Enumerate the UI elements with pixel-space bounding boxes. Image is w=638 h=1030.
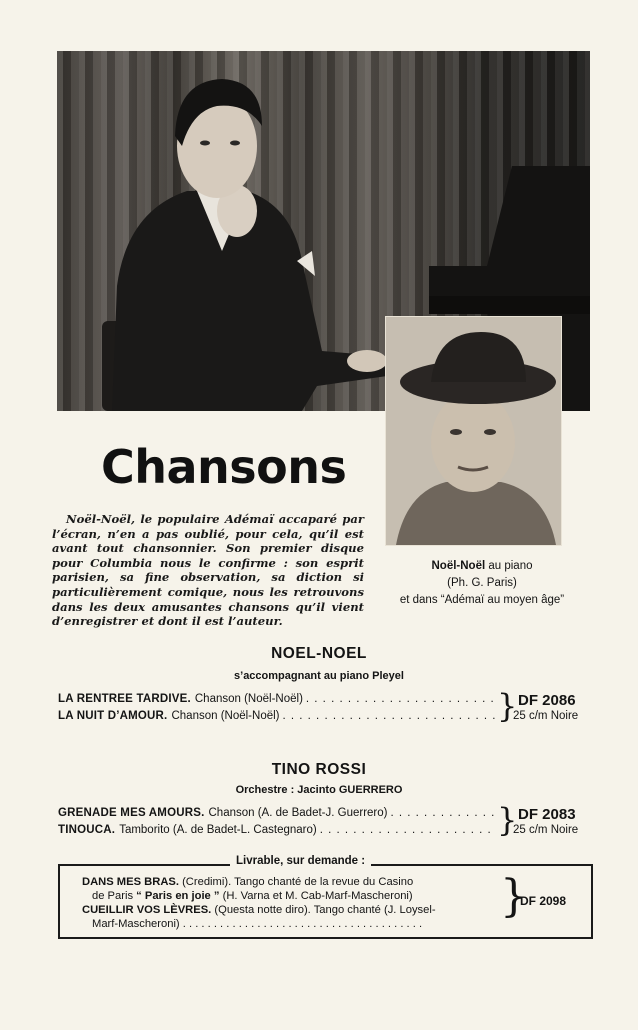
intro-paragraph: Noël-Noël, le populaire Adémaï accaparé par l’écran, n’en a pas oublié, pour cela, qu’il est avant tout chansonnier. Son premier disque pour Columbia nous le confirme : son esprit parisien, sa fine observation, sa diction si particulièrement comique, nous les retrouvons dans les deux amusantes chansons qu’il vient d’enregistrer et dont il est l’auteur. <box>52 512 364 629</box>
track-description: Chanson (Noël-Noël) <box>171 710 280 722</box>
caption-line-2: (Ph. G. Paris) <box>447 577 517 589</box>
caption-name: Noël-Noël <box>431 560 486 572</box>
track-description: Tamborito (A. de Badet-L. Castegnaro) <box>119 824 317 836</box>
box-line <box>82 904 502 916</box>
track-row <box>58 693 496 708</box>
track-row <box>58 710 496 725</box>
on-request-legend: Livrable, sur demande : <box>230 855 371 867</box>
orchestra-line: Orchestre : Jacinto GUERRERO <box>235 784 403 796</box>
artist-tino-rossi: TINO ROSSI <box>271 761 367 778</box>
page-title: Chansons <box>101 440 347 494</box>
record-format: 25 c/m Noire <box>513 710 579 722</box>
box-line-text: Marf-Mascheroni) . . . . . . . . . . . . . . . . . . . . . . . . . . . . . . . . . . . . . . . <box>92 918 423 930</box>
track-title: LA RENTRÉE TARDIVE. <box>58 693 191 705</box>
catalog-number: DF 2098 <box>520 894 567 908</box>
record-format: 25 c/m Noire <box>513 824 579 836</box>
dot-leader <box>283 710 497 722</box>
box-line-bold: DANS MES BRAS. <box>82 876 179 888</box>
track-description: Chanson (A. de Badet-J. Guerrero) <box>208 807 388 819</box>
photo-caption <box>378 558 586 609</box>
box-line-bold: CUEILLIR VOS LÈVRES. <box>82 904 212 916</box>
box-line <box>92 890 512 902</box>
track-description: Chanson (Noël-Noël) <box>194 693 303 705</box>
box-line-text: (H. Varna et M. Cab-Marf-Mascheroni) <box>219 890 413 902</box>
caption-line-1 <box>378 558 586 575</box>
dot-leader <box>306 693 496 705</box>
box-line <box>82 876 502 888</box>
man-in-hat-illustration <box>386 317 561 545</box>
track-title: LA NUIT D’AMOUR. <box>58 710 168 722</box>
track-row <box>58 807 496 822</box>
caption-line-3: et dans “Adémaï au moyen âge” <box>399 594 565 606</box>
catalog-number: DF 2086 <box>518 692 576 709</box>
brace-symbol: } <box>497 687 518 725</box>
inset-photograph <box>385 316 562 546</box>
caption-line-1-rest: au piano <box>485 560 533 572</box>
box-line-text: (Credimi). Tango chanté de la revue du Casino <box>178 876 414 888</box>
brace-symbol: } <box>500 871 528 922</box>
catalog-number: DF 2083 <box>518 806 576 823</box>
track-title: TINOUCA. <box>58 824 116 836</box>
box-line-text: (Questa notte diro). Tango chanté (J. Loysel- <box>211 904 436 916</box>
brace-symbol: } <box>497 801 518 839</box>
track-row <box>58 824 496 839</box>
box-line-pre: de Paris <box>92 890 137 902</box>
artist-noel-noel: NOEL-NOEL <box>271 645 367 662</box>
dot-leader <box>320 824 496 836</box>
track-title: GRENADE MES AMOURS. <box>58 807 205 819</box>
box-line-bold: “ Paris en joie ” <box>136 890 220 902</box>
dot-leader <box>390 807 496 819</box>
box-line <box>92 918 512 930</box>
accompaniment-line: s’accompagnant au piano Pleyel <box>234 670 404 682</box>
